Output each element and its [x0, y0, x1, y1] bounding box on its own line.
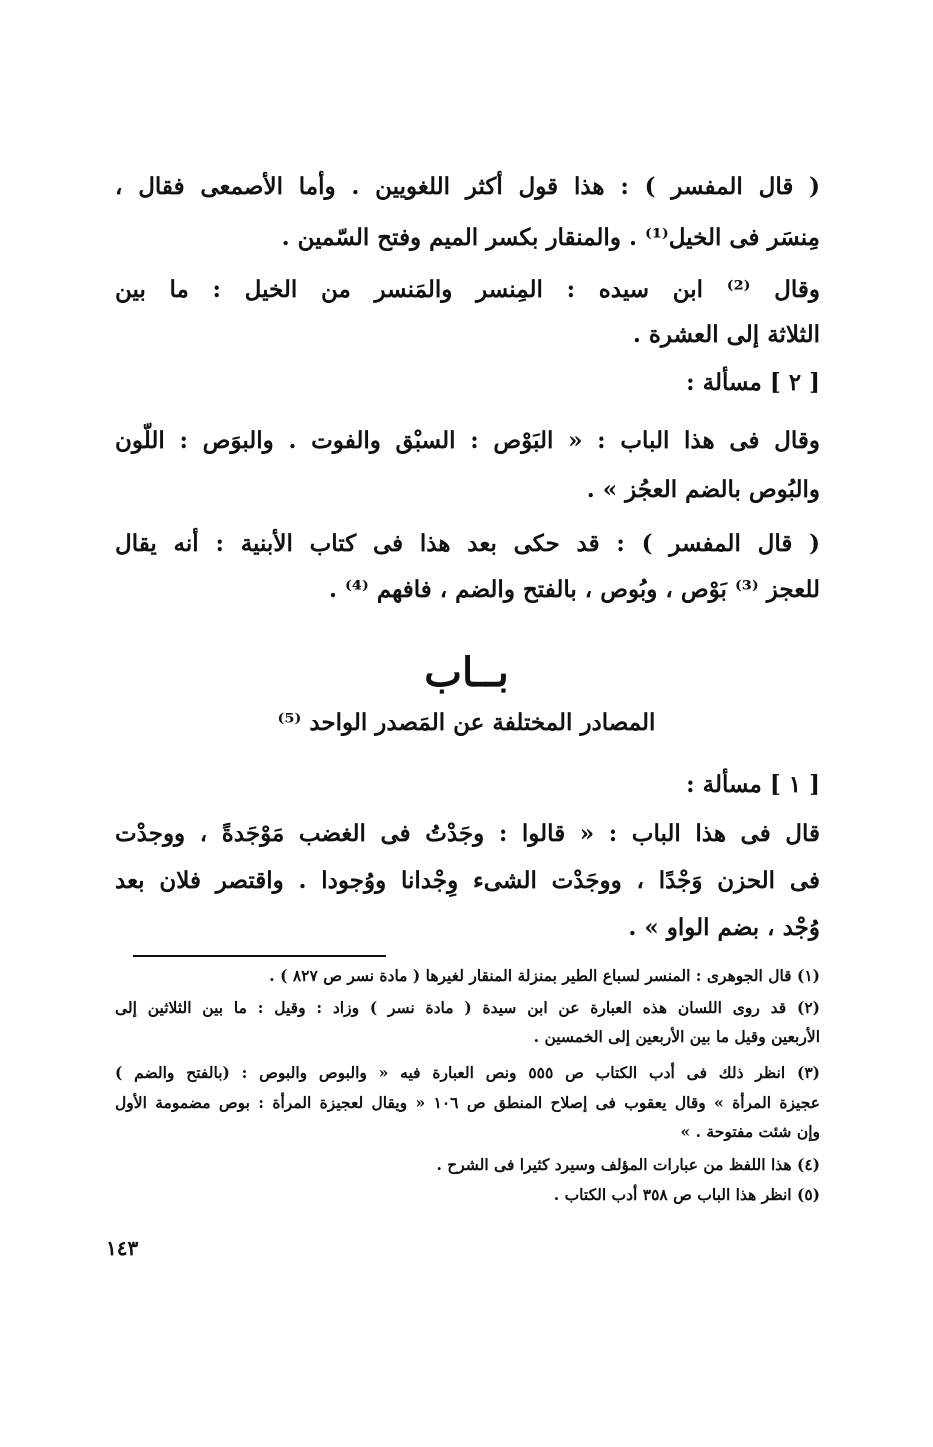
paragraph-4-line-2: للعجز ⁽³⁾ بَوْص ، وبُوص ، بالفتح والضم ، فافهم ⁽⁴⁾ .	[329, 576, 820, 603]
paragraph-2-line-2: الثلاثة إلى العشرة .	[632, 321, 820, 348]
footnote-3-line-1: (٣) انظر ذلك فى أدب الكتاب ص ٥٥٥ ونص العبارة فيه « والبوص والبوص : (بالفتح والضم )	[115, 1063, 820, 1082]
footnote-2-line-1: (٢) قد روى اللسان هذه العبارة عن ابن سيدة ( مادة نسر ) وزاد : وقيل : ما بين الثلاثين إلى	[115, 998, 820, 1017]
masala-2-heading: [ ٢ ] مسألة :	[686, 369, 820, 396]
paragraph-3-line-2: والبُوص بالضم العجُز » .	[586, 476, 820, 503]
paragraph-5-line-3: وُجْد ، بضم الواو » .	[628, 914, 820, 941]
footnote-5: (٥) انظر هذا الباب ص ٣٥٨ أدب الكتاب .	[553, 1185, 820, 1204]
footnote-3-line-3: وإن شئت مفتوحة . »	[680, 1122, 820, 1141]
paragraph-5-line-1: قال فى هذا الباب : « قالوا : وجَدْتُ فى الغضب مَوْجَدةً ، ووجدْت	[115, 820, 820, 847]
footnote-4: (٤) هذا اللفظ من عبارات المؤلف وسيرد كثيرا فى الشرح .	[436, 1155, 820, 1174]
paragraph-3-line-1: وقال فى هذا الباب : « البَوْص : السبْق والفوت . والبوَص : اللّون	[115, 427, 820, 454]
section-title: بــاب	[424, 649, 509, 696]
section-subtitle: المصادر المختلفة عن المَصدر الواحد ⁽⁵⁾	[277, 709, 656, 736]
paragraph-5-line-2: فى الحزن وَجْدًا ، ووجَدْت الشىء وِجْدانا ووُجودا . واقتصر فلان بعد	[115, 867, 820, 894]
footnote-separator	[133, 955, 386, 957]
footnote-1: (١) قال الجوهرى : المنسر لسباع الطير بمنزلة المنقار لغيرها ( مادة نسر ص ٨٢٧ ) .	[269, 966, 820, 985]
masala-1-heading: [ ١ ] مسألة :	[686, 771, 820, 798]
paragraph-2-line-1: وقال ⁽²⁾ ابن سيده : المِنسر والمَنسر من الخيل : ما بين	[115, 276, 820, 303]
page-number: ١٤٣	[106, 1236, 139, 1260]
paragraph-1-line-2: مِنسَر فى الخيل⁽¹⁾ . والمنقار بكسر الميم وفتح السّمين .	[281, 224, 820, 251]
footnote-3-line-2: عجيزة المرأة » وقال يعقوب فى إصلاح المنطق ص ١٠٦ « ويقال لعجيزة المرأة : بوص مضمومة الأول	[115, 1093, 820, 1112]
footnote-2-line-2: الأربعين وقيل ما بين الأربعين إلى الخمسين .	[533, 1027, 820, 1046]
paragraph-1-line-1: ( قال المفسر ) : هذا قول أكثر اللغويين . وأما الأصمعى فقال ،	[115, 173, 820, 200]
paragraph-4-line-1: ( قال المفسر ) : قد حكى بعد هذا فى كتاب الأبنية : أنه يقال	[115, 530, 820, 557]
